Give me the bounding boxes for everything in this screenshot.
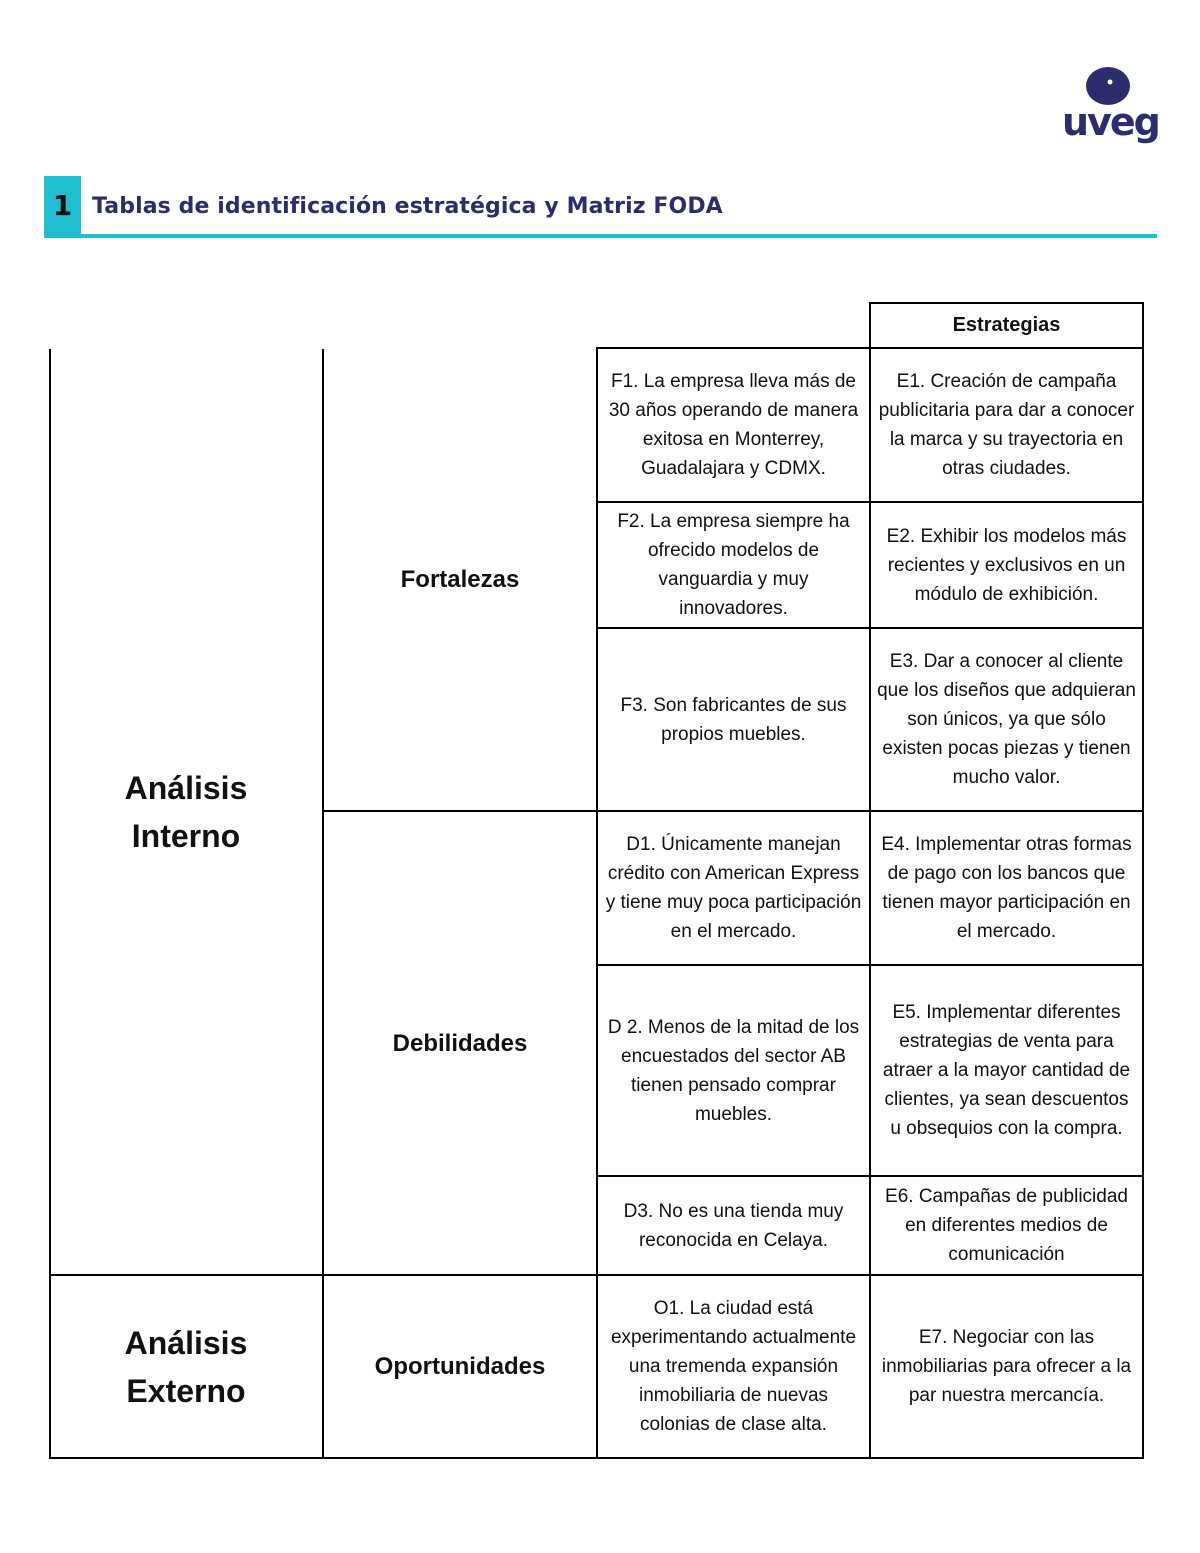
item-f2: F2. La empresa siempre ha ofrecido modelos de vanguardia y muy innovadores.: [617, 511, 850, 619]
strategy-e1: E1. Creación de campaña publicitaria para dar a conocer la marca y su trayectoria en otras ciudades.: [878, 371, 1135, 479]
item-o1: O1. La ciudad está experimentando actualmente una tremenda expansión inmobiliaria de nuevas colonias de clase alta.: [610, 1298, 857, 1435]
analisis-externo-label: Análisis Externo: [124, 1324, 248, 1409]
logo-text: uveg: [1062, 100, 1159, 144]
fortalezas-label: Fortalezas: [400, 566, 520, 593]
section-title: Tablas de identificación estratégica y Matriz FODA: [92, 194, 723, 219]
oportunidades-label: Oportunidades: [374, 1353, 546, 1380]
strategy-e7: E7. Negociar con las inmobiliarias para ofrecer a la par nuestra mercancía.: [881, 1327, 1132, 1406]
border: [49, 349, 51, 1459]
strategy-e5: E5. Implementar diferentes estrategias de venta para atraer a la mayor cantidad de clientes, ya sean descuentos u obsequios con la compra.: [882, 1002, 1131, 1139]
strategy-e3: E3. Dar a conocer al cliente que los diseños que adquieran son únicos, ya que sólo existen pocas piezas y tienen mucho valor.: [877, 651, 1136, 788]
item-f1: F1. La empresa lleva más de 30 años operando de manera exitosa en Monterrey, Guadalajara y CDMX.: [608, 371, 859, 479]
section-rule: [44, 234, 1157, 238]
strategy-e2: E2. Exhibir los modelos más recientes y exclusivos en un módulo de exhibición.: [886, 525, 1127, 605]
item-d2: D 2. Menos de la mitad de los encuestados del sector AB tienen pensado comprar muebles.: [607, 1016, 860, 1125]
border: [1142, 302, 1144, 1459]
item-d3: D3. No es una tienda muy reconocida en Celaya.: [623, 1200, 844, 1251]
analisis-interno-label: Análisis Interno: [124, 769, 248, 854]
border: [49, 1457, 1144, 1459]
strategy-e4: E4. Implementar otras formas de pago con los bancos que tienen mayor participación en el mercado.: [881, 834, 1132, 942]
strategy-e6: E6. Campañas de publicidad en diferentes medios de comunicación: [885, 1186, 1128, 1265]
section-number: 1: [44, 176, 81, 234]
item-d1: D1. Únicamente manejan crédito con American Express y tiene muy poca participación en el mercado.: [605, 834, 862, 942]
debilidades-label: Debilidades: [392, 1029, 528, 1057]
item-f3: F3. Son fabricantes de sus propios muebles.: [620, 694, 847, 745]
estrategias-header: Estrategias: [952, 314, 1061, 336]
